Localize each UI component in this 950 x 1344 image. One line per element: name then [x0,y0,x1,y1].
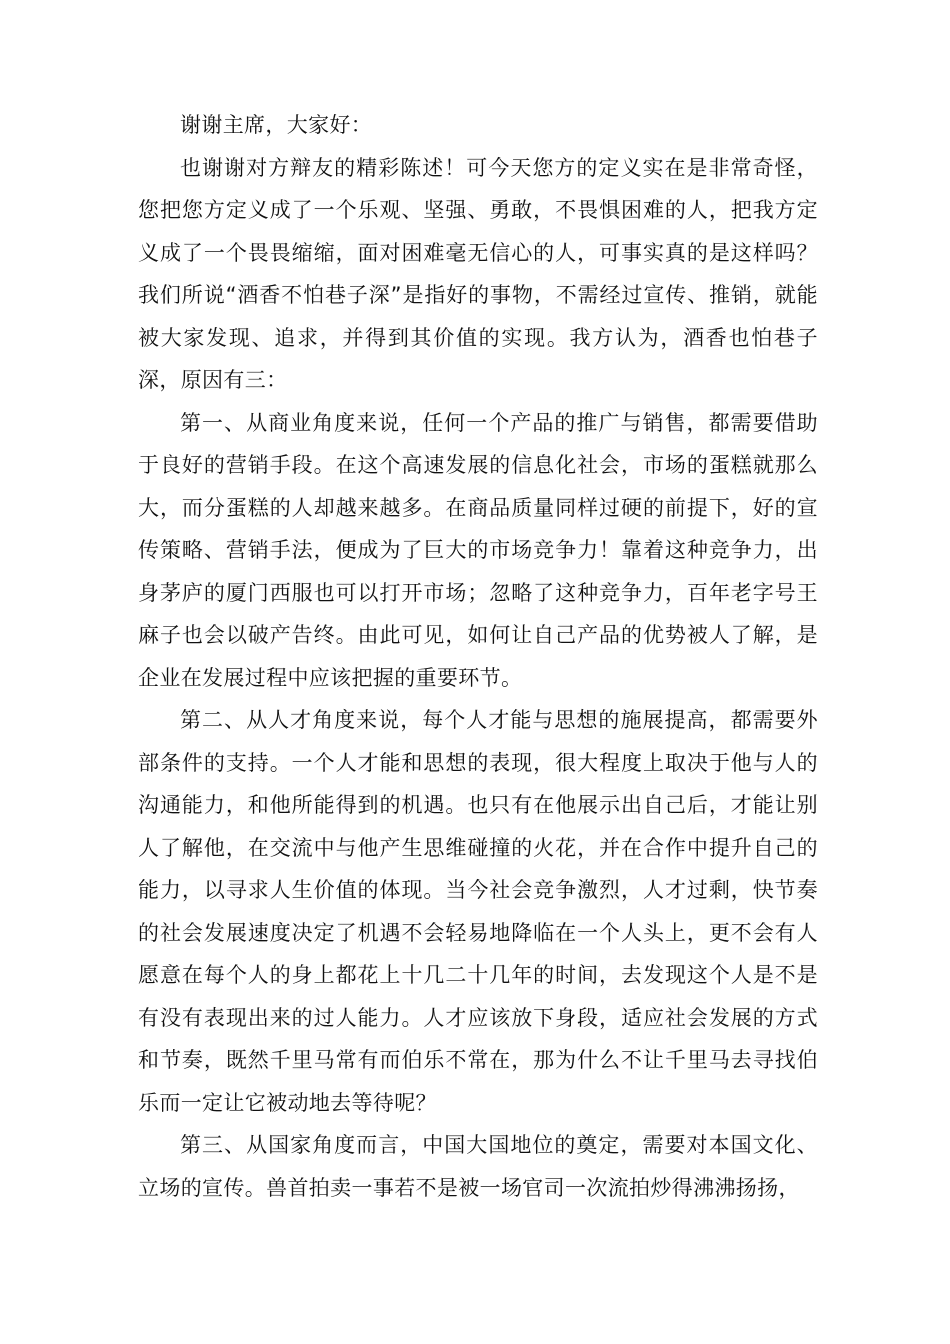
greeting-paragraph: 谢谢主席，大家好： [180,113,373,137]
intro-paragraph: 也谢谢对方辩友的精彩陈述！可今天您方的定义实在是非常奇怪，您把您方定义成了一个乐观、坚强、勇敢，不畏惧困难的人，把我方定义成了一个畏畏缩缩，面对困难毫无信心的人，可事实真的是这样吗？我们所说“酒香不怕巷子深”是指好的事物，不需经过宣传、推销，就能被大家发现、追求，并得到其价值的实现。我方认为，酒香也怕巷子深，原因有三： [138,155,818,392]
point-three-paragraph: 第三、从国家角度而言，中国大国地位的奠定，需要对本国文化、立场的宣传。兽首拍卖一事若不是被一场官司一次流拍炒得沸沸扬扬， [138,1133,818,1200]
point-two-paragraph: 第二、从人才角度来说，每个人才能与思想的施展提高，都需要外部条件的支持。一个人才能和思想的表现，很大程度上取决于他与人的沟通能力，和他所能得到的机遇。也只有在他展示出自己后，才能让别人了解他，在交流中与他产生思维碰撞的火花，并在合作中提升自己的能力，以寻求人生价值的体现。当今社会竞争激烈，人才过剩，快节奏的社会发展速度决定了机遇不会轻易地降临在一个人头上，更不会有人愿意在每个人的身上都花上十几二十几年的时间，去发现这个人是不是有没有表现出来的过人能力。人才应该放下身段，适应社会发展的方式和节奏，既然千里马常有而伯乐不常在，那为什么不让千里马去寻找伯乐而一定让它被动地去等待呢？ [138,708,818,1115]
point-one-paragraph: 第一、从商业角度来说，任何一个产品的推广与销售，都需要借助于良好的营销手段。在这个高速发展的信息化社会，市场的蛋糕就那么大，而分蛋糕的人却越来越多。在商品质量同样过硬的前提下，好的宣传策略、营销手法，便成为了巨大的市场竞争力！靠着这种竞争力，出身茅庐的厦门西服也可以打开市场；忽略了这种竞争力，百年老字号王麻子也会以破产告终。由此可见，如何让自己产品的优势被人了解，是企业在发展过程中应该把握的重要环节。 [138,410,818,690]
document-body [138,104,818,1209]
